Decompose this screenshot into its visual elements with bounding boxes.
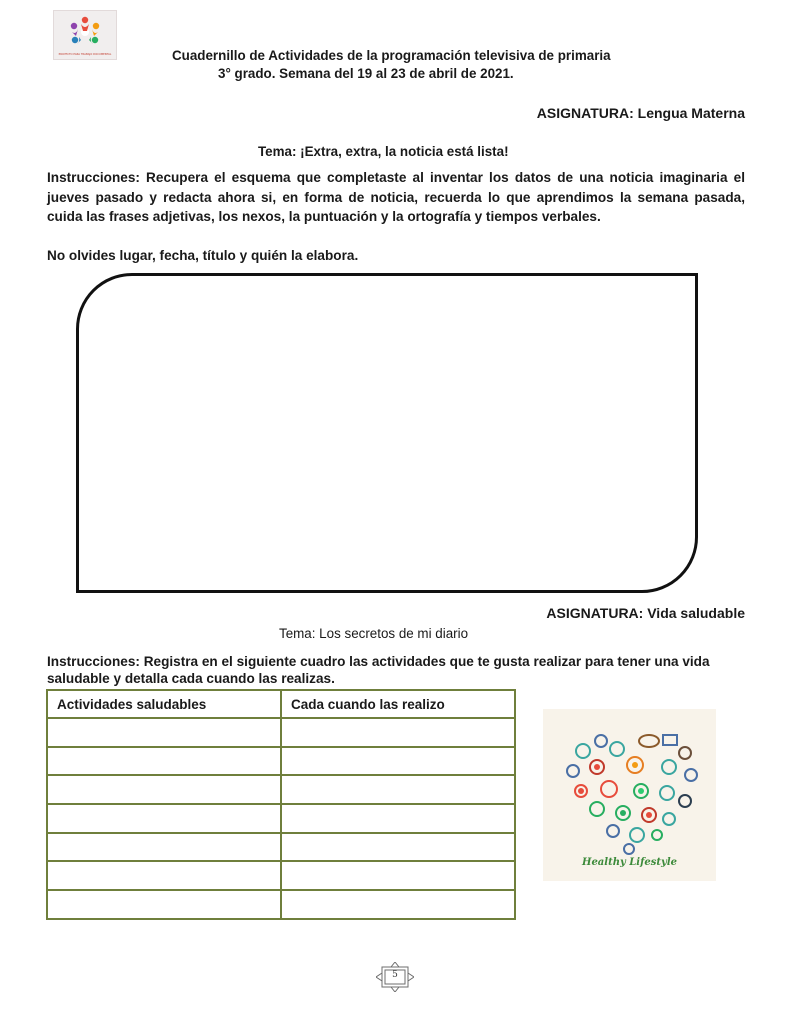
- table-row: [47, 861, 515, 890]
- logo-caption: PROYECTO PARA TRABAJO DOCUMENTAL: [58, 53, 112, 56]
- activity-cell[interactable]: [47, 804, 281, 833]
- healthy-heart-icon: [543, 709, 716, 859]
- reminder-noticia: No olvides lugar, fecha, título y quién la elabora.: [47, 248, 359, 263]
- frequency-cell[interactable]: [281, 718, 515, 747]
- frequency-cell[interactable]: [281, 804, 515, 833]
- healthy-lifestyle-label: Healthy Lifestyle: [582, 857, 677, 868]
- instructions-noticia: Instrucciones: Recupera el esquema que completaste al inventar los datos de una noticia imaginaria el jueves pasado y redacta ahora si, en forma de noticia, recuerda lo que aprendimos la semana pasada, cuida las frases adjetivas, los nexos, la puntuación y la ortografía y tiempos verbales.: [47, 170, 745, 224]
- news-writing-box[interactable]: [76, 273, 698, 593]
- table-row: [47, 833, 515, 862]
- table-row: [47, 890, 515, 919]
- activity-cell[interactable]: [47, 718, 281, 747]
- instructions-diario: Instrucciones: Registra en el siguiente cuadro las actividades que te gusta realizar para tener una vida saludable y detalla cada cuando las realizas.: [47, 654, 710, 686]
- table-header-cell: Cada cuando las realizo: [281, 690, 515, 718]
- activity-cell[interactable]: [47, 861, 281, 890]
- table-row: [47, 718, 515, 747]
- topic-diario: Tema: Los secretos de mi diario: [279, 626, 469, 641]
- grade-week-line: 3° grado. Semana del 19 al 23 de abril de 2021.: [218, 66, 514, 81]
- subject-lengua-materna: ASIGNATURA: Lengua Materna: [536, 105, 745, 121]
- frequency-cell[interactable]: [281, 747, 515, 776]
- table-header-row: [47, 690, 515, 718]
- table-row: [47, 775, 515, 804]
- frequency-cell[interactable]: [281, 833, 515, 862]
- people-circle-icon: [54, 11, 116, 59]
- booklet-title: Cuadernillo de Actividades de la programación televisiva de primaria: [172, 48, 611, 63]
- frequency-cell[interactable]: [281, 861, 515, 890]
- subject-vida-saludable: ASIGNATURA: Vida saludable: [546, 605, 745, 621]
- table-row: [47, 747, 515, 776]
- activity-cell[interactable]: [47, 775, 281, 804]
- frequency-cell[interactable]: [281, 775, 515, 804]
- table-header-cell: Actividades saludables: [47, 690, 281, 718]
- page-number-ornament: [376, 962, 414, 992]
- activity-cell[interactable]: [47, 833, 281, 862]
- program-logo: [53, 10, 117, 60]
- page-number: 5: [392, 970, 398, 980]
- topic-noticia: Tema: ¡Extra, extra, la noticia está lista!: [258, 144, 509, 159]
- healthy-lifestyle-illustration: [543, 709, 716, 881]
- activity-cell[interactable]: [47, 747, 281, 776]
- healthy-activities-table: [46, 689, 516, 920]
- activity-cell[interactable]: [47, 890, 281, 919]
- table-row: [47, 804, 515, 833]
- frequency-cell[interactable]: [281, 890, 515, 919]
